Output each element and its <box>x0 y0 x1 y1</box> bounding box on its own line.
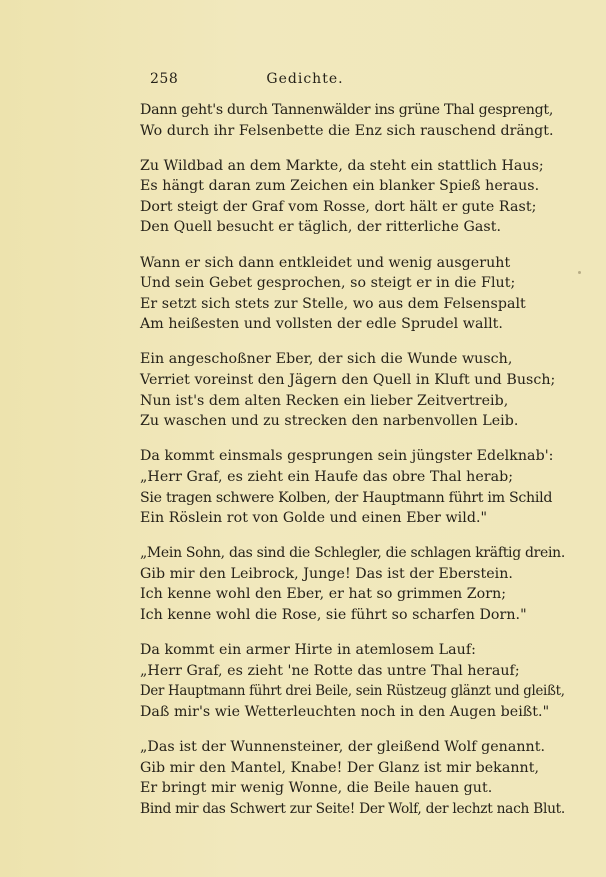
running-title: Gedichte. <box>266 71 344 87</box>
verse-line: Er bringt mir wenig Wonne, die Beile hauen gut. <box>140 780 493 797</box>
stanza <box>140 446 565 528</box>
verse-line: Und sein Gebet gesprochen, so steigt er in die Flut; <box>140 275 516 292</box>
verse-line: Er setzt sich stets zur Stelle, wo aus dem Felsenspalt <box>140 295 526 312</box>
verse-line: Ein angeschoßner Eber, der sich die Wunde wusch, <box>140 351 513 368</box>
verse-line: Dann geht's durch Tannenwälder ins grüne Thal gesprengt, <box>140 102 554 118</box>
verse-line: Da kommt einsmals gesprungen sein jüngster Edelknab': <box>140 448 554 465</box>
verse-line: Am heißesten und vollsten der edle Sprudel wallt. <box>140 316 503 333</box>
verse-line: Ich kenne wohl den Eber, er hat so grimmen Zorn; <box>140 586 507 603</box>
verse-line: Verriet voreinst den Jägern den Quell in Kluft und Busch; <box>140 372 556 389</box>
stanza <box>140 737 565 819</box>
verse-line: Der Hauptmann führt drei Beile, sein Rüstzeug glänzt und gleißt, <box>140 683 565 700</box>
paper-speck <box>578 271 581 274</box>
stanza <box>140 349 565 431</box>
verse-line: Sie tragen schwere Kolben, der Hauptmann führt im Schild <box>140 489 553 506</box>
verse-line: Gib mir den Leibrock, Junge! Das ist der Eberstein. <box>140 565 513 582</box>
page-number: 258 <box>150 71 179 87</box>
verse-line: Es hängt daran zum Zeichen ein blanker Spieß heraus. <box>140 178 540 195</box>
verse-line: Da kommt ein armer Hirte in atemlosem Lauf: <box>140 642 476 659</box>
verse-line: „Das ist der Wunnensteiner, der gleißend Wolf genannt. <box>140 738 546 755</box>
verse-line: Bind mir das Schwert zur Seite! Der Wolf, der lechzt nach Blut. <box>140 800 565 817</box>
verse-line: „Mein Sohn, das sind die Schlegler, die schlagen kräftig drein. <box>140 545 565 562</box>
verse-line: Nun ist's dem alten Recken ein lieber Zeitvertreib, <box>140 392 509 409</box>
verse-line: Daß mir's wie Wetterleuchten noch in den Augen beißt." <box>140 703 550 720</box>
stanza <box>140 253 565 335</box>
verse-line: Wann er sich dann entkleidet und wenig ausgeruht <box>140 254 511 271</box>
page-header <box>150 71 460 91</box>
verse-line: Ich kenne wohl die Rose, sie führt so scharfen Dorn." <box>140 606 527 623</box>
verse-line: Wo durch ihr Felsenbette die Enz sich rauschend drängt. <box>140 122 554 139</box>
verse-line: Ein Röslein rot von Golde und einen Eber wild." <box>140 510 488 527</box>
verse-line: „Herr Graf, es zieht 'ne Rotte das untre Thal herauf; <box>140 662 520 679</box>
verse-line: Gib mir den Mantel, Knabe! Der Glanz ist mir bekannt, <box>140 759 540 776</box>
verse-line: Den Quell besucht er täglich, der ritterliche Gast. <box>140 219 502 236</box>
stanza <box>140 156 565 238</box>
stanza <box>140 100 565 141</box>
stanza <box>140 640 565 722</box>
verse-line: Dort steigt der Graf vom Rosse, dort hält er gute Rast; <box>140 198 537 215</box>
verse-line: Zu waschen und zu strecken den narbenvollen Leib. <box>140 413 519 430</box>
verse-line: Zu Wildbad an dem Markte, da steht ein stattlich Haus; <box>140 157 544 174</box>
stanza <box>140 543 565 625</box>
poem-body <box>140 100 565 834</box>
verse-line: „Herr Graf, es zieht ein Haufe das obre Thal herab; <box>140 468 514 485</box>
